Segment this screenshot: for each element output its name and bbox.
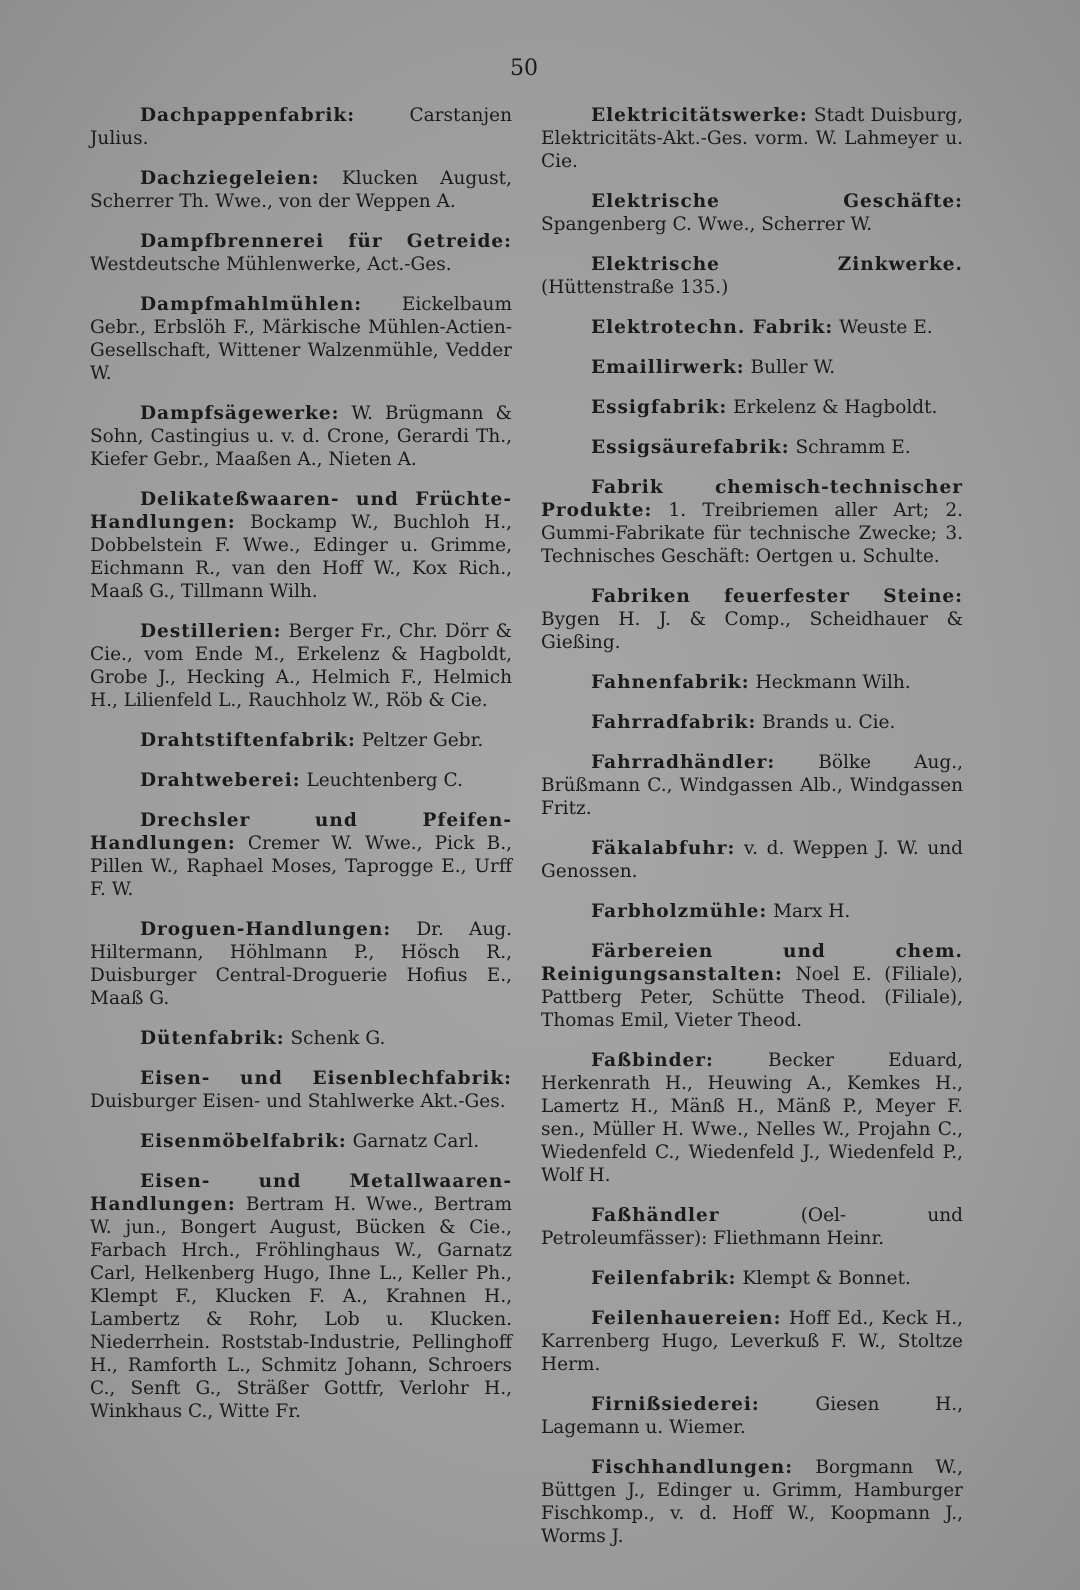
directory-entry bbox=[90, 1170, 512, 1423]
entry-heading: Droguen-Handlungen: bbox=[140, 919, 392, 940]
entry-heading: Farbholzmühle: bbox=[591, 901, 768, 922]
directory-entry bbox=[541, 436, 963, 459]
entry-heading: Essigfabrik: bbox=[591, 397, 728, 418]
directory-entry bbox=[541, 104, 963, 173]
entry-text: Berger Fr., Chr. Dörr & Cie., vom Ende M., Erkelenz & Hagboldt, Grobe J., Hecking A., Helmich F., Helmich H., Lilienfeld L., Rauchholz W., Röb & Cie. bbox=[90, 621, 512, 711]
entry-heading: Dampfmahlmühlen: bbox=[140, 294, 363, 315]
directory-entry bbox=[541, 253, 963, 299]
directory-entry bbox=[541, 671, 963, 694]
directory-entry bbox=[90, 729, 512, 752]
entry-heading: Eisen- und Eisenblechfabrik: bbox=[140, 1068, 512, 1089]
directory-entry bbox=[541, 1456, 963, 1548]
entry-heading: Drahtweberei: bbox=[140, 770, 301, 791]
entry-text: Bölke Aug., Brüßmann C., Windgassen Alb., Windgassen Fritz. bbox=[541, 752, 963, 819]
directory-entry bbox=[90, 1027, 512, 1050]
entry-heading: Dütenfabrik: bbox=[140, 1028, 285, 1049]
entry-heading: Eisenmöbelfabrik: bbox=[140, 1131, 347, 1152]
entry-heading: Eisen- und Metallwaaren-Handlungen: bbox=[90, 1171, 512, 1215]
entry-text: Weuste E. bbox=[839, 317, 933, 338]
directory-entry bbox=[90, 488, 512, 603]
directory-entry bbox=[90, 402, 512, 471]
directory-entry bbox=[90, 104, 512, 150]
entry-heading: Drechsler und Pfeifen-Handlungen: bbox=[90, 810, 512, 854]
entry-text: Dr. Aug. Hiltermann, Höhlmann P., Hösch R., Duisburger Central-Droguerie Hofius E., Maaß G. bbox=[90, 919, 512, 1009]
entry-text: Klucken August, Scherrer Th. Wwe., von der Weppen A. bbox=[90, 168, 512, 212]
entry-text: Bygen H. J. & Comp., Scheidhauer & Gießing. bbox=[541, 609, 963, 653]
directory-entry bbox=[541, 1307, 963, 1376]
entry-text: (Hüttenstraße 135.) bbox=[541, 277, 729, 298]
entry-text: Noel E. (Filiale), Pattberg Peter, Schütte Theod. (Filiale), Thomas Emil, Vieter Theod. bbox=[541, 964, 963, 1031]
entry-heading: Dampfbrennerei für Getreide: bbox=[140, 231, 512, 252]
directory-entry bbox=[541, 316, 963, 339]
page-number: 50 bbox=[510, 56, 538, 81]
directory-entry bbox=[541, 476, 963, 568]
entry-heading: Fischhandlungen: bbox=[591, 1457, 794, 1478]
entry-heading: Färbereien und chem. Reinigungsanstalten: bbox=[541, 941, 963, 985]
directory-entry bbox=[90, 1067, 512, 1113]
entry-heading: Firnißsiederei: bbox=[591, 1394, 760, 1415]
entry-heading: Fabriken feuerfester Steine: bbox=[591, 586, 963, 607]
entry-text: W. Brügmann & Sohn, Castingius u. v. d. Crone, Gerardi Th., Kiefer Gebr., Maaßen A., Nieten A. bbox=[90, 403, 512, 470]
directory-entry bbox=[541, 711, 963, 734]
entry-heading: Faßbinder: bbox=[591, 1050, 714, 1071]
left-column bbox=[90, 104, 512, 1440]
entry-text: Spangenberg C. Wwe., Scherrer W. bbox=[541, 214, 873, 235]
entry-heading: Emaillirwerk: bbox=[591, 357, 745, 378]
entry-heading: Elektricitätswerke: bbox=[591, 105, 808, 126]
entry-text: Duisburger Eisen- und Stahlwerke Akt.-Ges. bbox=[90, 1091, 506, 1112]
entry-text: (Oel- und Petroleumfässer): Fliethmann Heinr. bbox=[541, 1205, 963, 1249]
entry-text: Buller W. bbox=[750, 357, 836, 378]
right-column bbox=[541, 104, 963, 1565]
entry-heading: Elektrische Geschäfte: bbox=[591, 191, 963, 212]
directory-entry bbox=[541, 1049, 963, 1187]
directory-entry bbox=[541, 585, 963, 654]
entry-text: Westdeutsche Mühlenwerke, Act.-Ges. bbox=[90, 254, 452, 275]
directory-entry bbox=[90, 918, 512, 1010]
entry-heading: Delikateßwaaren- und Früchte-Handlungen: bbox=[90, 489, 512, 533]
entry-heading: Essigsäurefabrik: bbox=[591, 437, 790, 458]
entry-text: Bockamp W., Buchloh H., Dobbelstein F. Wwe., Edinger u. Grimme, Eichmann R., van den Hoff W., Kox Rich., Maaß G., Tillmann Wilh. bbox=[90, 512, 512, 602]
entry-heading: Fahrradfabrik: bbox=[591, 712, 757, 733]
entry-heading: Feilenhauereien: bbox=[591, 1308, 782, 1329]
entry-text: Giesen H., Lagemann u. Wiemer. bbox=[541, 1394, 963, 1438]
entry-text: Garnatz Carl. bbox=[352, 1131, 480, 1152]
entry-text: Leuchtenberg C. bbox=[306, 770, 463, 791]
directory-entry bbox=[90, 1130, 512, 1153]
entry-text: Schenk G. bbox=[290, 1028, 386, 1049]
directory-entry bbox=[541, 837, 963, 883]
directory-entry bbox=[541, 1393, 963, 1439]
entry-heading: Elektrotechn. Fabrik: bbox=[591, 317, 834, 338]
directory-entry bbox=[541, 396, 963, 419]
entry-heading: Drahtstiftenfabrik: bbox=[140, 730, 356, 751]
entry-heading: Dampfsägewerke: bbox=[140, 403, 340, 424]
directory-entry bbox=[541, 900, 963, 923]
directory-entry bbox=[541, 1267, 963, 1290]
directory-entry bbox=[90, 167, 512, 213]
entry-text: 1. Treibriemen aller Art; 2. Gummi-Fabrikate für technische Zwecke; 3. Technisches Geschäft: Oertgen u. Schulte. bbox=[541, 500, 963, 567]
entry-heading: Feilenfabrik: bbox=[591, 1268, 737, 1289]
directory-entry bbox=[90, 620, 512, 712]
entry-text: Eickelbaum Gebr., Erbslöh F., Märkische Mühlen-Actien-Gesellschaft, Wittener Walzenmühle, Vedder W. bbox=[90, 294, 512, 384]
entry-text: Carstanjen Julius. bbox=[90, 105, 512, 149]
entry-text: Becker Eduard, Herkenrath H., Heuwing A., Kemkes H., Lamertz H., Mänß H., Mänß P., Meyer F. sen., Müller H. Wwe., Nelles W., Projahn C., Wiedenfeld C., Wiedenfeld J., Wiedenfeld P., Wolf H. bbox=[541, 1050, 963, 1186]
entry-text: Brands u. Cie. bbox=[762, 712, 896, 733]
directory-entry bbox=[90, 809, 512, 901]
entry-heading: Fahnenfabrik: bbox=[591, 672, 750, 693]
entry-text: Marx H. bbox=[773, 901, 851, 922]
entry-text: Cremer W. Wwe., Pick B., Pillen W., Raphael Moses, Taprogge E., Urff F. W. bbox=[90, 833, 512, 900]
entry-heading: Dachpappenfabrik: bbox=[140, 105, 356, 126]
entry-heading: Fahrradhändler: bbox=[591, 752, 776, 773]
entry-text: Erkelenz & Hagboldt. bbox=[733, 397, 938, 418]
entry-text: Stadt Duisburg, Elektricitäts-Akt.-Ges. vorm. W. Lahmeyer u. Cie. bbox=[541, 105, 963, 172]
entry-text: Bertram H. Wwe., Bertram W. jun., Bongert August, Bücken & Cie., Farbach Hrch., Fröhlinghaus W., Garnatz Carl, Helkenberg Hugo, Ihne L., Keller Ph., Klempt F., Klucken F. A., Krahnen H., Lambertz & Rohr, Lob u. Klucken. Niederrhein. Roststab-Industrie, Pellinghoff H., Ramforth L., Schmitz Johann, Schroers C., Senft G., Sträßer Gottfr, Verlohr H., Winkhaus C., Witte Fr. bbox=[90, 1194, 512, 1422]
entry-text: Hoff Ed., Keck H., Karrenberg Hugo, Leverkuß F. W., Stoltze Herm. bbox=[541, 1308, 963, 1375]
entry-text: Heckmann Wilh. bbox=[755, 672, 911, 693]
entry-heading: Faßhändler bbox=[591, 1205, 720, 1226]
directory-entry bbox=[90, 230, 512, 276]
entry-heading: Fabrik chemisch-technischer Produkte: bbox=[541, 477, 963, 521]
directory-entry bbox=[541, 751, 963, 820]
entry-heading: Dachziegeleien: bbox=[140, 168, 320, 189]
entry-heading: Destillerien: bbox=[140, 621, 282, 642]
directory-entry bbox=[541, 940, 963, 1032]
entry-heading: Fäkalabfuhr: bbox=[591, 838, 736, 859]
directory-entry bbox=[541, 190, 963, 236]
entry-text: v. d. Weppen J. W. und Genossen. bbox=[541, 838, 963, 882]
entry-heading: Elektrische Zinkwerke. bbox=[591, 254, 963, 275]
entry-text: Peltzer Gebr. bbox=[361, 730, 484, 751]
directory-entry bbox=[541, 356, 963, 379]
entry-text: Borgmann W., Büttgen J., Edinger u. Grimm, Hamburger Fischkomp., v. d. Hoff W., Koopmann J., Worms J. bbox=[541, 1457, 963, 1547]
directory-entry bbox=[541, 1204, 963, 1250]
directory-entry bbox=[90, 769, 512, 792]
entry-text: Klempt & Bonnet. bbox=[742, 1268, 911, 1289]
directory-entry bbox=[90, 293, 512, 385]
entry-text: Schramm E. bbox=[795, 437, 911, 458]
